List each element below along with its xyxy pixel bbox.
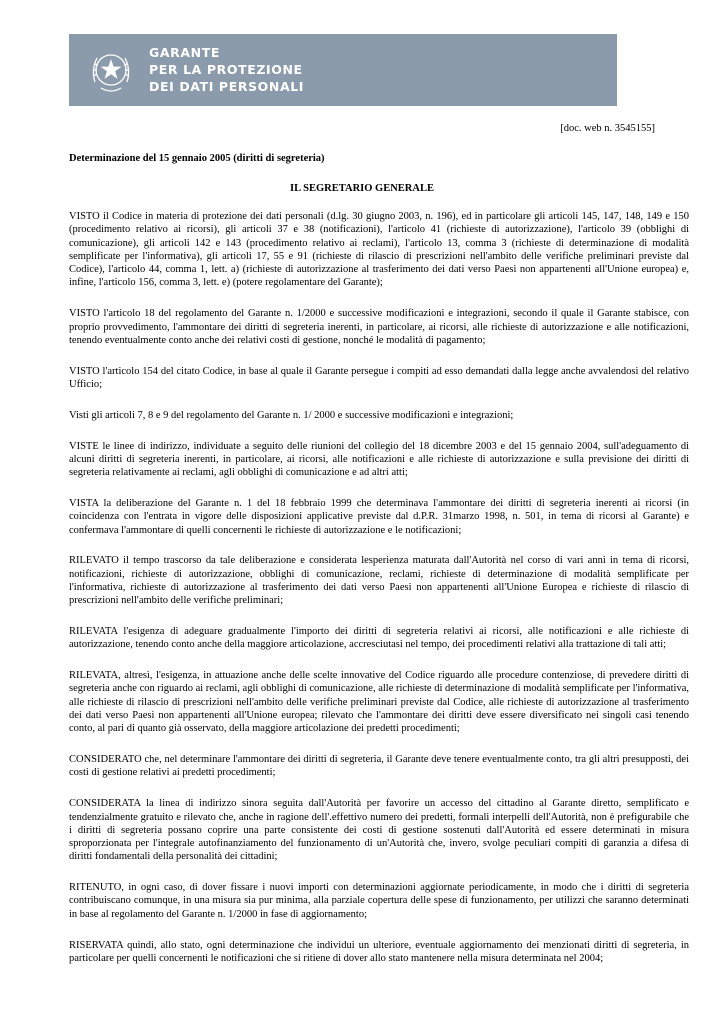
paragraph: RISERVATA quindi, allo stato, ogni determinazione che individui un ulteriore, eventuale aggiornamento dei menzionati diritti di segreteria, in particolare per quelli concernenti le notificazioni che si ritiene di dover allo stato mantenere nella misura determinata nel 2004; — [69, 939, 689, 964]
logo-line: DEI DATI PERSONALI — [149, 79, 305, 94]
paragraph: CONSIDERATO che, nel determinare l'ammontare dei diritti di segreteria, il Garante deve tenere eventualmente conto, tra gli altri presupposti, dei costi di gestione relativi ai predetti procedimenti; — [69, 754, 689, 779]
doc-web-reference: [doc. web n. 3545155] — [560, 123, 655, 134]
paragraph: VISTA la deliberazione del Garante n. 1 del 18 febbraio 1999 che determinava l'ammontare dei diritti di segreteria inerenti ai ricorsi (in coincidenza con l'entrata in vigore delle disposizioni applicative previste dal d.P.R. 31marzo 1998, n. 501, in tema di ricorsi al Garante) e confermava l'ammontare di quelli concernenti le richieste di autorizzazione e le notificazioni; — [69, 497, 689, 536]
logo-text — [149, 44, 304, 95]
paragraph: VISTE le linee di indirizzo, individuate a seguito delle riunioni del collegio del 18 dicembre 2003 e del 15 gennaio 2004, sull'adeguamento di alcuni diritti di segreteria inerenti, in particolare, ai ricorsi, alle notificazioni e alle richieste di autorizzazione e sulla previsione dei diritti di segreteria relativamente ai reclami, agli obblighi di comunicazione e ad altri atti; — [69, 440, 689, 479]
document-title: Determinazione del 15 gennaio 2005 (diritti di segreteria) — [69, 153, 325, 164]
paragraph: RILEVATO il tempo trascorso da tale deliberazione e considerata lesperienza maturata dall'Autorità nel corso di vari anni in tema di ricorsi, notificazioni, richieste di autorizzazione, obblighi di comunicazione, reclami, richieste di determinazione di modalità semplificate per l'informativa, richieste di autorizzazione al trasferimento dei dati verso Paesi non appartenenti all'Unione Europea e richieste di rilascio di prescrizioni nell'ambito delle verifiche preliminari; — [69, 555, 689, 607]
paragraph: VISTO l'articolo 18 del regolamento del Garante n. 1/2000 e successive modificazioni e integrazioni, secondo il quale il Garante stabisce, con proprio provvedimento, l'ammontare dei diritti di segreteria inerenti, in particolare, ai ricorsi, alle richieste di autorizzazione e alle notificazioni, tenendo eventualmente conto anche dei relativi costi di gestione, nonché le modalità di pagamento; — [69, 308, 689, 346]
document-body — [69, 210, 689, 983]
logo-line: GARANTE — [149, 45, 220, 60]
paragraph: RILEVATA l'esigenza di adeguare gradualmente l'importo dei diritti di segreteria relativi ai ricorsi, alle notificazioni e alle richieste di autorizzazione, tenendo conto anche della maggiore articolazione, accresciutasi nel tempo, dei procedimenti relativi alla trattazione di tali atti; — [69, 626, 689, 651]
logo-line: PER LA PROTEZIONE — [149, 62, 303, 77]
garante-logo-banner — [69, 34, 617, 106]
paragraph: CONSIDERATA la linea di indirizzo sinora seguita dall'Autorità per favorire un accesso del cittadino al Garante diretto, semplificato e tendenzialmente gratuito e rilevato che, anche in ragione dell'.effettivo numero dei predetti, formali interpelli dell'Autorità, non è prefigurabile che i diritti di segreteria possano coprire una parte consistente dei costi di gestione sostenuti dall'Autorità ed essere determinati in misura sproporzionata per l'integrale autofinanziamento del funzionamento di un'Autorità che, invero, svolge peculiari compiti di garanzia a difesa di diritti fondamentali della personalità dei cittadini; — [69, 798, 689, 863]
paragraph: VISTO il Codice in materia di protezione dei dati personali (d.lg. 30 giugno 2003, n. 196), ed in particolare gli articoli 145, 147, 148, 149 e 150 (procedimento relativo ai ricorsi), gli articoli 37 e 38 (notificazioni), l'articolo 41 (richieste di autorizzazione), l'articolo 39 (obblighi di comunicazione), gli articoli 142 e 143 (procedimento relativo ai reclami), l'articolo 13, comma 3 (richieste di determinazione di modalità semplificate per l'informativa), gli articoli 17, 55 e 91 (richieste di rilascio di prescrizioni nell'ambito delle verifiche preliminari previste dal Codice), l'articolo 44, comma 1, lett. a) (richieste di autorizzazione al trasferimento dei dati verso Paesi non appartenenti all'Unione europea) e, infine, l'articolo 156, comma 3, lett. e) (potere regolamentare del Garante); — [69, 211, 689, 289]
paragraph: RILEVATA, altresì, l'esigenza, in attuazione anche delle scelte innovative del Codice riguardo alle procedure contenziose, di prevedere diritti di segreteria anche con riguardo ai reclami, agli obblighi di comunicazione, alle richieste di determinazione di modalità semplificate per l'informativa, alle richieste di rilascio di prescrizioni nell'ambito delle verifiche preliminari previste dal Codice, alle richieste di autorizzazione al trasferimento dei dati verso Paesi non appartenenti all'Unione europea; rilevato che l'ammontare dei diritti deve essere diversificato nei singoli casi tenendo conto, al pari di quanto già osservato, della maggiore articolazione dei predetti procedimenti; — [69, 670, 689, 735]
paragraph: RITENUTO, in ogni caso, di dover fissare i nuovi importi con determinazioni aggiornate periodicamente, in modo che i diritti di segreteria contribuiscano comunque, in una misura sia pur minima, alla parziale copertura delle spese di funzionamento, per utilizzi che saranno determinati in base al regolamento del Garante n. 1/2000 in fase di aggiornamento; — [69, 882, 689, 920]
section-heading: IL SEGRETARIO GENERALE — [290, 183, 434, 194]
italian-emblem-icon — [83, 42, 139, 98]
paragraph: VISTO l'articolo 154 del citato Codice, in base al quale il Garante persegue i compiti ad esso demandati dalla legge anche avvalendosi del relativo Ufficio; — [69, 365, 689, 390]
paragraph: Visti gli articoli 7, 8 e 9 del regolamento del Garante n. 1/ 2000 e successive modificazioni e integrazioni; — [69, 409, 514, 421]
